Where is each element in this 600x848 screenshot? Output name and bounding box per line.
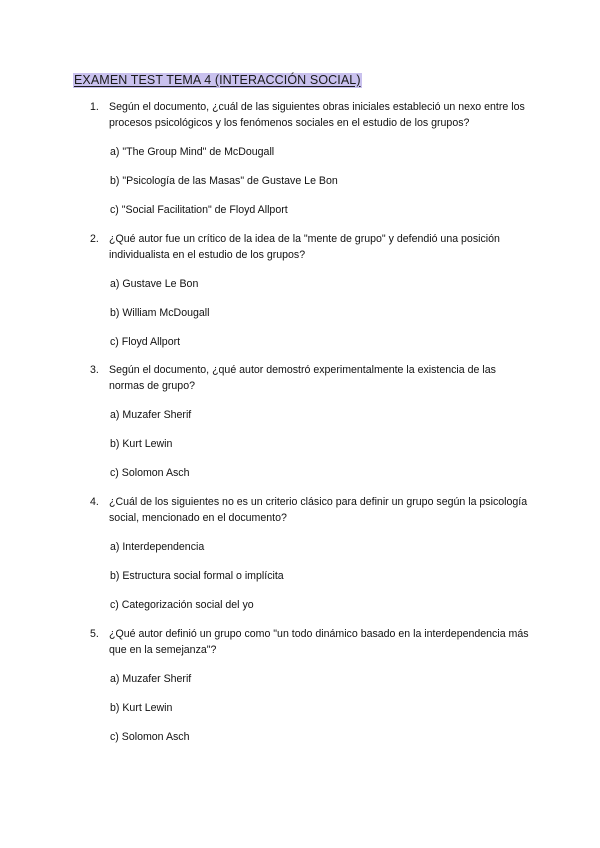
exam-title: EXAMEN TEST TEMA 4 (INTERACCIÓN SOCIAL) [74,73,361,87]
option-a[interactable]: a) "The Group Mind" de McDougall [110,146,275,158]
question-number: 5. [90,628,99,640]
question-1 [90,100,530,232]
question-number: 3. [90,364,99,376]
question-3 [90,363,530,495]
option-c[interactable]: c) "Social Facilitation" de Floyd Allport [110,204,288,216]
question-text: Según el documento, ¿qué autor demostró experimentalmente la existencia de las normas de grupo? [109,364,496,392]
option-a[interactable]: a) Muzafer Sherif [110,409,192,421]
question-stem [90,100,530,131]
question-text: Según el documento, ¿cuál de las siguientes obras iniciales estableció un nexo entre los procesos psicológicos y los fenómenos sociales en el estudio de los grupos? [109,101,525,129]
options-list [110,277,530,364]
question-number: 4. [90,496,99,508]
question-stem [90,232,530,263]
option-b[interactable]: b) Estructura social formal o implícita [110,570,284,582]
options-list [110,672,530,759]
question-2 [90,232,530,364]
option-b[interactable]: b) William McDougall [110,307,210,319]
question-text: ¿Cuál de los siguientes no es un criterio clásico para definir un grupo según la psicología social, mencionado en el documento? [109,496,528,524]
option-c[interactable]: c) Categorización social del yo [110,599,254,611]
option-b[interactable]: b) Kurt Lewin [110,702,173,714]
question-stem [90,495,530,526]
question-number: 2. [90,233,99,245]
title-wrapper [73,71,362,89]
options-list [110,145,530,232]
question-stem [90,363,530,394]
option-c[interactable]: c) Solomon Asch [110,467,190,479]
question-stem [90,627,530,658]
option-b[interactable]: b) "Psicología de las Masas" de Gustave Le Bon [110,175,338,187]
question-text: ¿Qué autor definió un grupo como "un todo dinámico basado en la interdependencia más que en la semejanza"? [109,628,529,656]
option-a[interactable]: a) Gustave Le Bon [110,278,199,290]
options-list [110,408,530,495]
option-b[interactable]: b) Kurt Lewin [110,438,173,450]
question-text: ¿Qué autor fue un crítico de la idea de la "mente de grupo" y defendió una posición individualista en el estudio de los grupos? [109,233,500,261]
question-4 [90,495,530,627]
question-number: 1. [90,101,99,113]
option-a[interactable]: a) Muzafer Sherif [110,673,192,685]
option-c[interactable]: c) Floyd Allport [110,336,181,348]
option-a[interactable]: a) Interdependencia [110,541,205,553]
question-5 [90,627,530,759]
options-list [110,540,530,627]
option-c[interactable]: c) Solomon Asch [110,731,190,743]
